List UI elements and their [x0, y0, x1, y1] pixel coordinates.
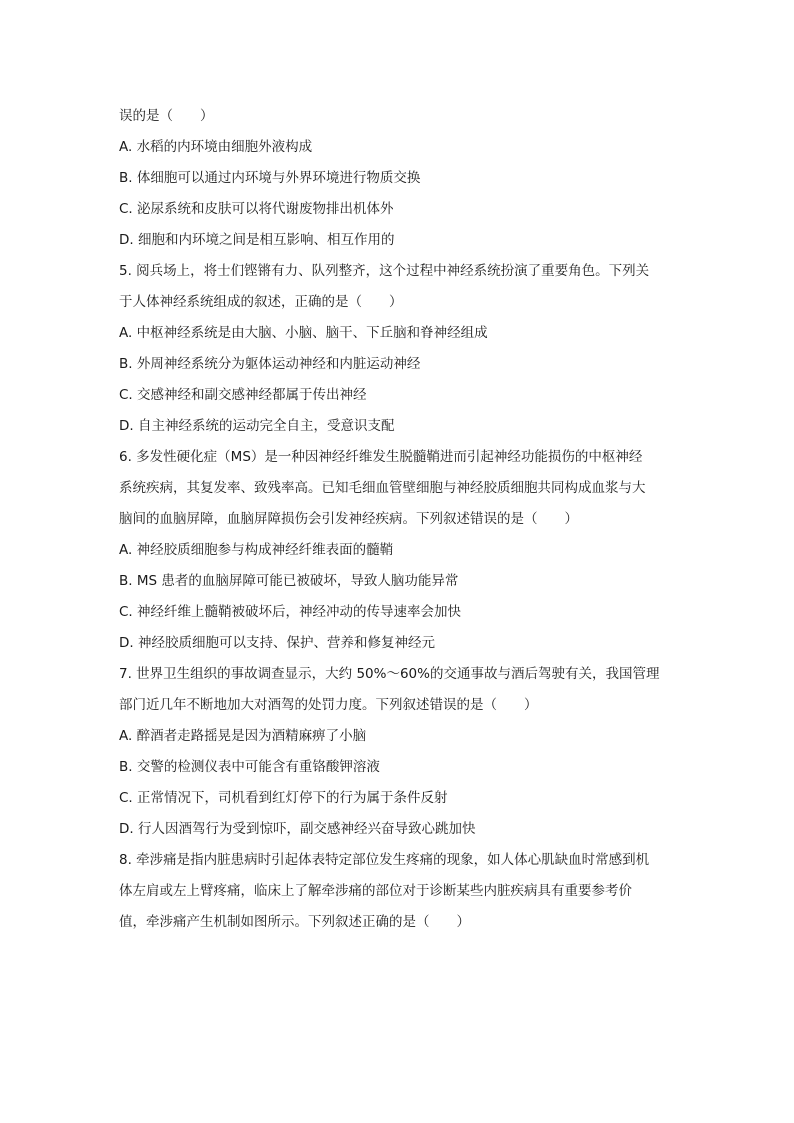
question-4-stem-tail: 误的是（ ）: [119, 108, 214, 124]
question-6-option-d: D. 神经胶质细胞可以支持、保护、营养和修复神经元: [119, 635, 435, 651]
question-4-option-c: C. 泌尿系统和皮肤可以将代谢废物排出机体外: [119, 201, 394, 217]
question-6: [119, 442, 679, 659]
question-5: [119, 256, 679, 442]
question-6-stem-line-1: 6. 多发性硬化症（MS）是一种因神经纤维发生脱髓鞘进而引起神经功能损伤的中枢神经: [119, 449, 643, 465]
question-6-option-b: B. MS 患者的血脑屏障可能已被破坏，导致人脑功能异常: [119, 573, 459, 589]
question-7-option-d: D. 行人因酒驾行为受到惊吓，副交感神经兴奋导致心跳加快: [119, 821, 476, 837]
question-7-stem-line-2: 部门近几年不断地加大对酒驾的处罚力度。下列叙述错误的是（ ）: [119, 697, 538, 713]
question-5-stem-line-1: 5. 阅兵场上，将士们铿锵有力、队列整齐，这个过程中神经系统扮演了重要角色。下列关: [119, 263, 650, 279]
question-5-stem-line-2: 于人体神经系统组成的叙述，正确的是（ ）: [119, 294, 403, 310]
question-7: [119, 659, 679, 845]
question-6-option-a: A. 神经胶质细胞参与构成神经纤维表面的髓鞘: [119, 542, 394, 558]
question-4-option-a: A. 水稻的内环境由细胞外液构成: [119, 139, 313, 155]
question-8: [119, 845, 679, 938]
question-7-stem-line-1: 7. 世界卫生组织的事故调查显示，大约 50%～60%的交通事故与酒后驾驶有关，我国管理: [119, 666, 660, 682]
question-content: [119, 101, 679, 938]
question-8-stem-line-2: 体左肩或左上臂疼痛，临床上了解牵涉痛的部位对于诊断某些内脏疾病具有重要参考价: [119, 883, 632, 899]
question-7-option-a: A. 醉酒者走路摇晃是因为酒精麻痹了小脑: [119, 728, 367, 744]
question-4: [119, 101, 679, 256]
question-6-stem-line-3: 脑间的血脑屏障，血脑屏障损伤会引发神经疾病。下列叙述错误的是（ ）: [119, 511, 578, 527]
question-4-option-d: D. 细胞和内环境之间是相互影响、相互作用的: [119, 232, 395, 248]
question-6-option-c: C. 神经纤维上髓鞘被破坏后，神经冲动的传导速率会加快: [119, 604, 462, 620]
question-5-option-c: C. 交感神经和副交感神经都属于传出神经: [119, 387, 367, 403]
question-4-option-b: B. 体细胞可以通过内环境与外界环境进行物质交换: [119, 170, 421, 186]
question-7-option-c: C. 正常情况下，司机看到红灯停下的行为属于条件反射: [119, 790, 448, 806]
question-5-option-d: D. 自主神经系统的运动完全自主，受意识支配: [119, 418, 395, 434]
question-5-option-b: B. 外周神经系统分为躯体运动神经和内脏运动神经: [119, 356, 421, 372]
question-8-stem-line-3: 值，牵涉痛产生机制如图所示。下列叙述正确的是（ ）: [119, 914, 470, 930]
question-8-stem-line-1: 8. 牵涉痛是指内脏患病时引起体表特定部位发生疼痛的现象，如人体心肌缺血时常感到机: [119, 852, 650, 868]
question-7-option-b: B. 交警的检测仪表中可能含有重铬酸钾溶液: [119, 759, 380, 775]
question-5-option-a: A. 中枢神经系统是由大脑、小脑、脑干、下丘脑和脊神经组成: [119, 325, 488, 341]
question-6-stem-line-2: 系统疾病，其复发率、致残率高。已知毛细血管壁细胞与神经胶质细胞共同构成血浆与大: [119, 480, 646, 496]
